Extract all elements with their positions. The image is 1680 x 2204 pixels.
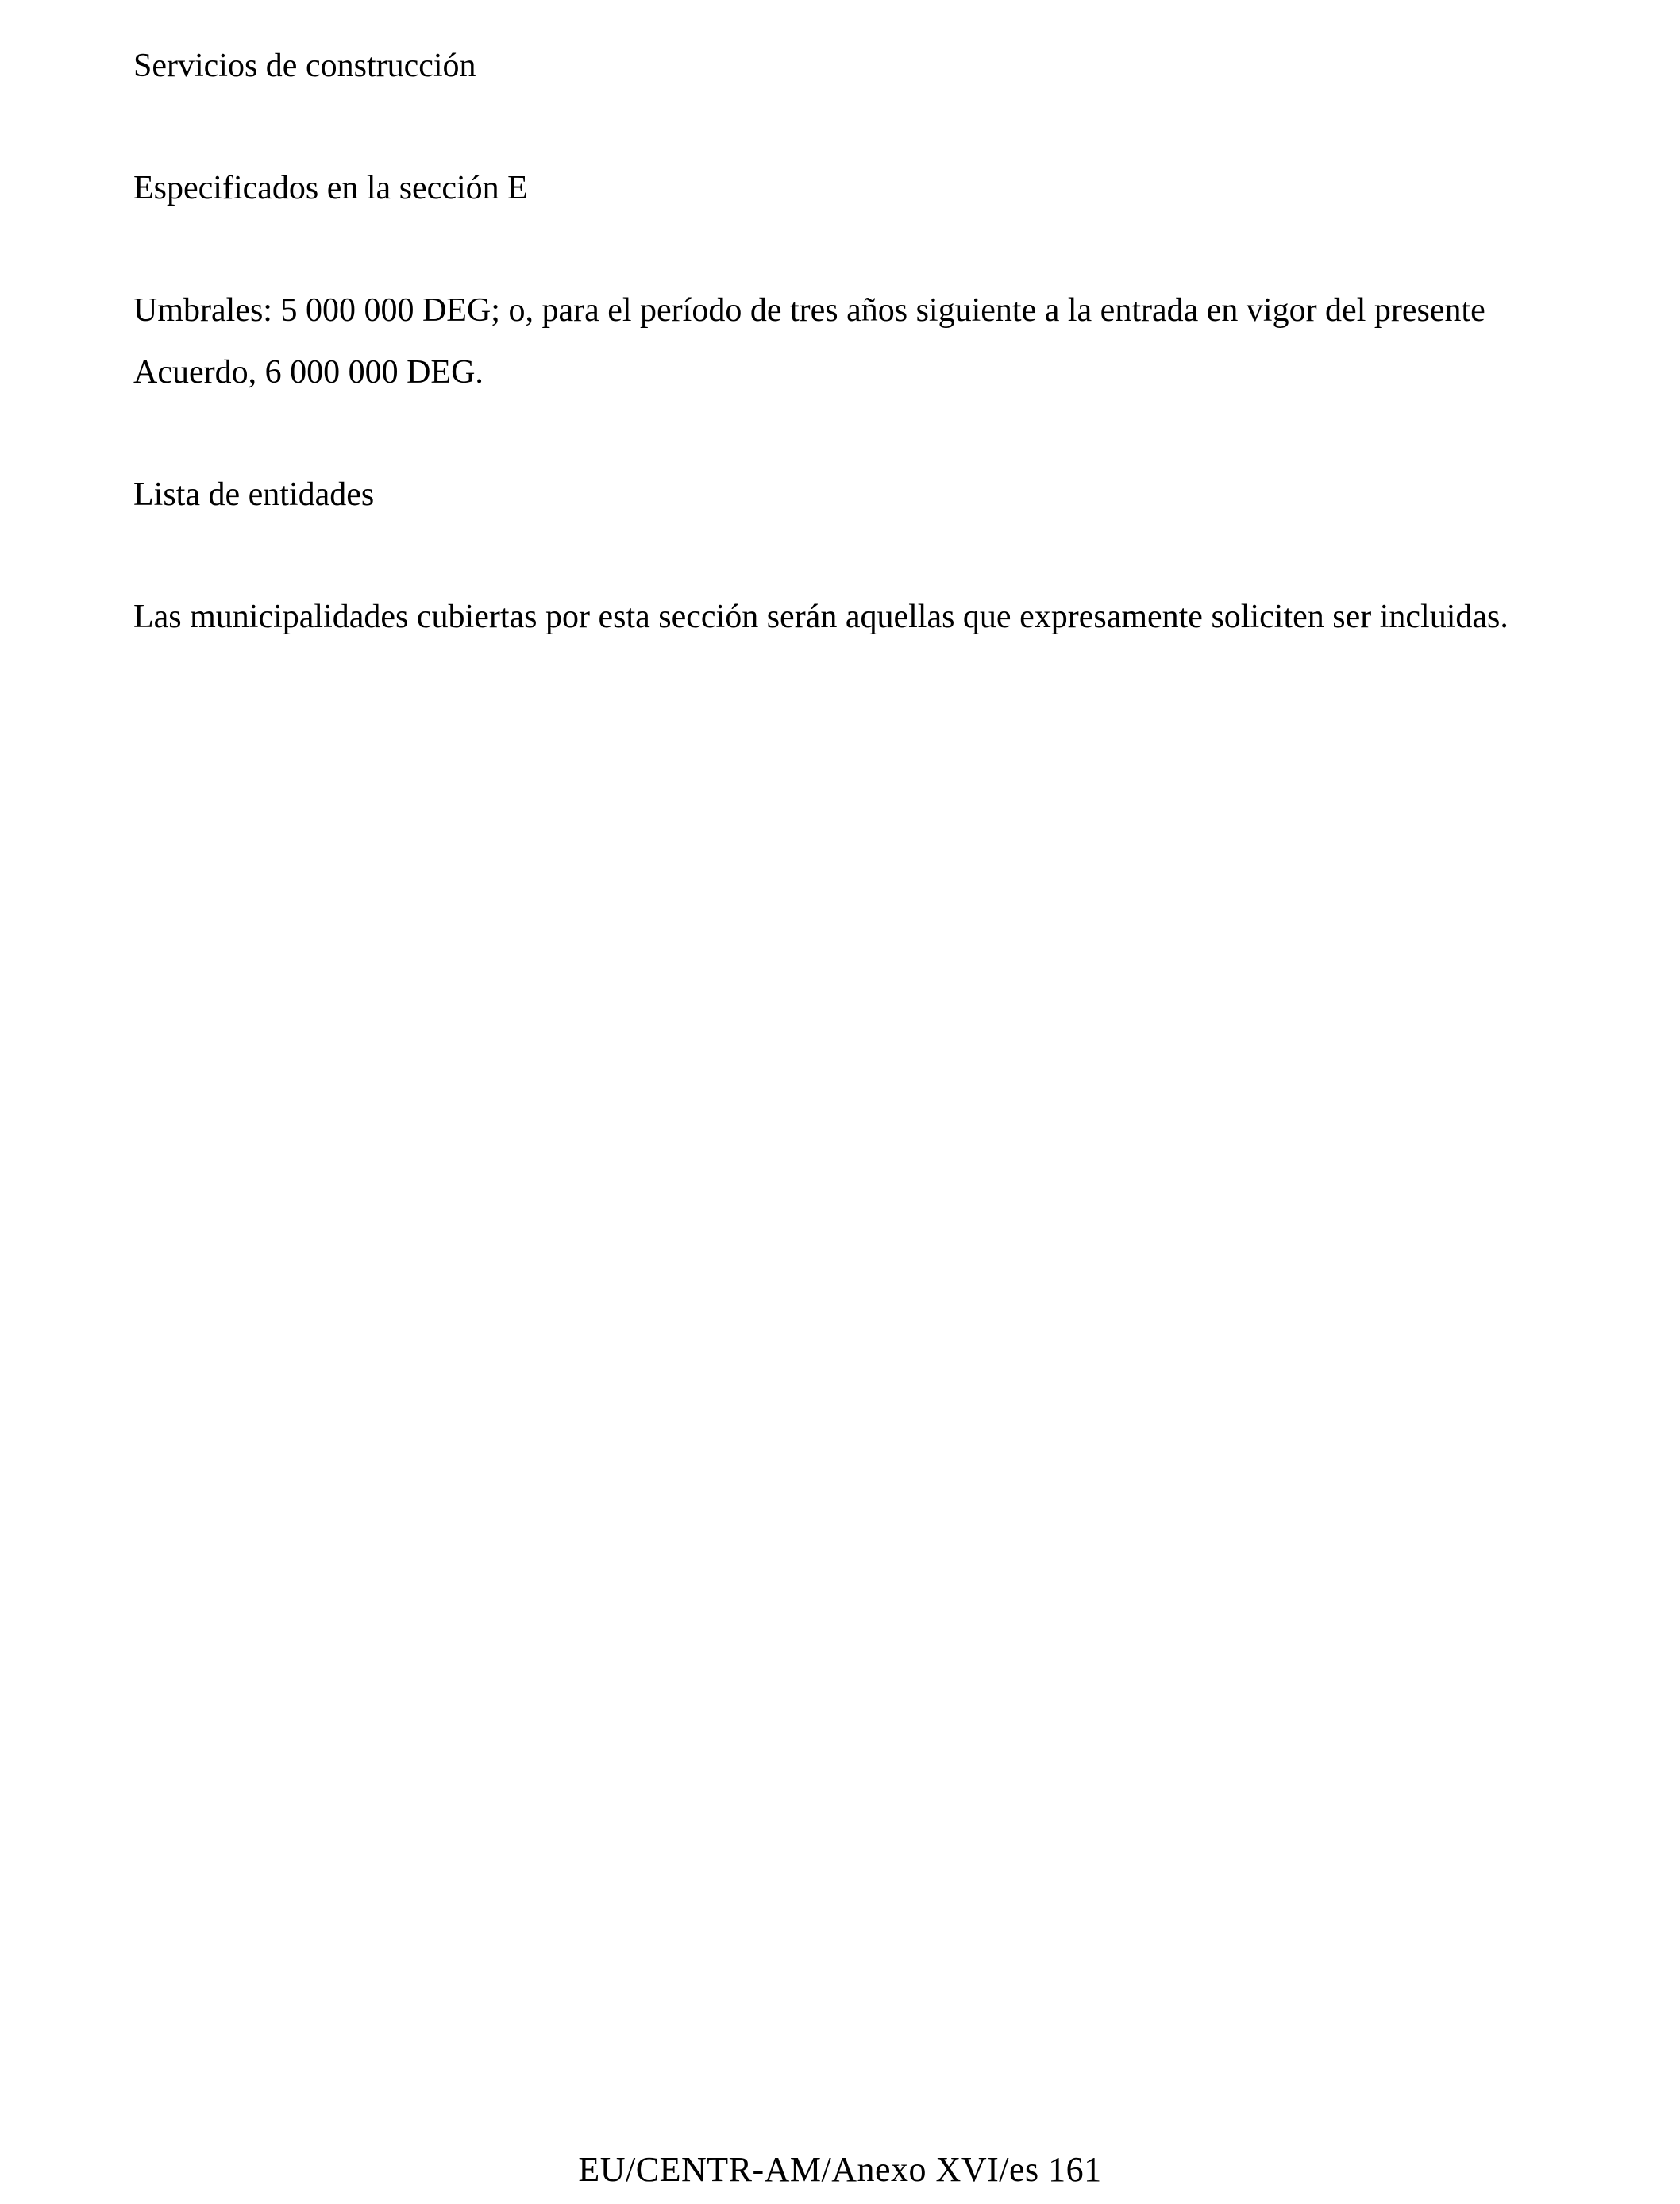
entity-list-heading: Lista de entidades	[133, 476, 375, 513]
municipalities-paragraph: Las municipalidades cubiertas por esta sección serán aquellas que expresamente soliciten ser incluidas.	[133, 599, 1509, 635]
page-footer: EU/CENTR-AM/Anexo XVI/es 161	[578, 2150, 1102, 2189]
specified-in-section-text: Especificados en la sección E	[133, 170, 528, 206]
thresholds-paragraph: Umbrales: 5 000 000 DEG; o, para el período de tres años siguiente a la entrada en vigor del presente Acuerdo, 6 000 000 DEG.	[133, 292, 1485, 391]
section-heading-construction-services: Servicios de construcción	[133, 48, 476, 84]
